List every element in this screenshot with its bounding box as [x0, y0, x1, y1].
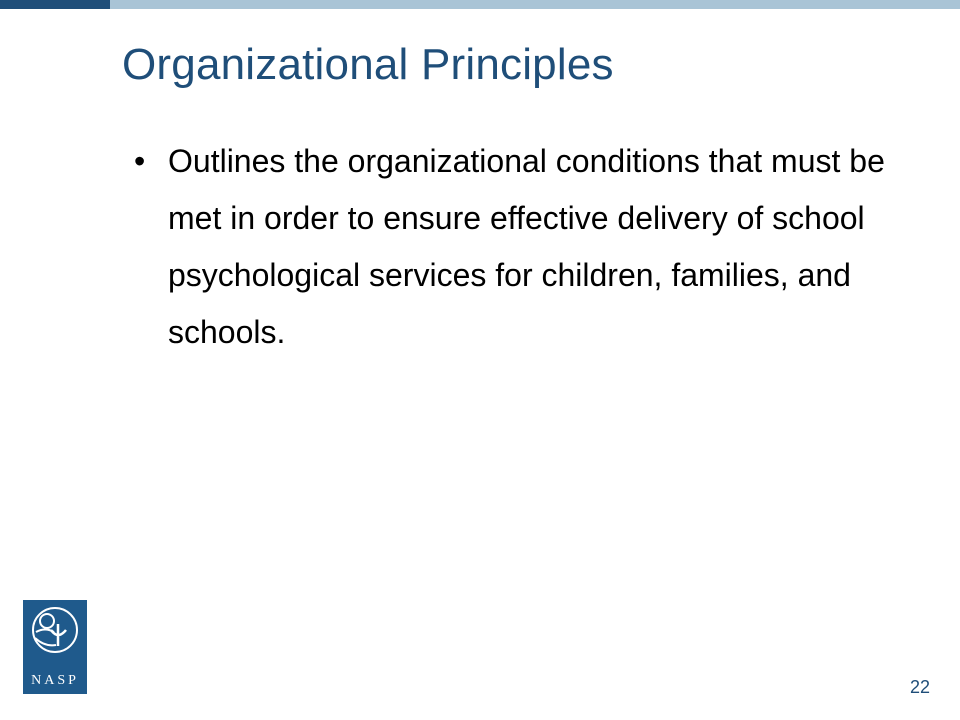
nasp-logo-icon: [23, 600, 87, 694]
nasp-logo: [23, 600, 87, 694]
bullet-item: [134, 133, 894, 361]
bullet-list: [134, 133, 894, 361]
top-accent-bar-dark: [0, 0, 110, 9]
bullet-dot-icon: •: [134, 143, 146, 179]
page-number: 22: [909, 677, 930, 697]
slide-title: Organizational Principles: [122, 40, 614, 89]
bullet-text: Outlines the organizational conditions that must be met in order to ensure effective delivery of school psychological services for children, families, and schools.: [168, 143, 885, 350]
svg-text:NASP: NASP: [31, 673, 79, 688]
top-accent-bar-light: [110, 0, 960, 9]
